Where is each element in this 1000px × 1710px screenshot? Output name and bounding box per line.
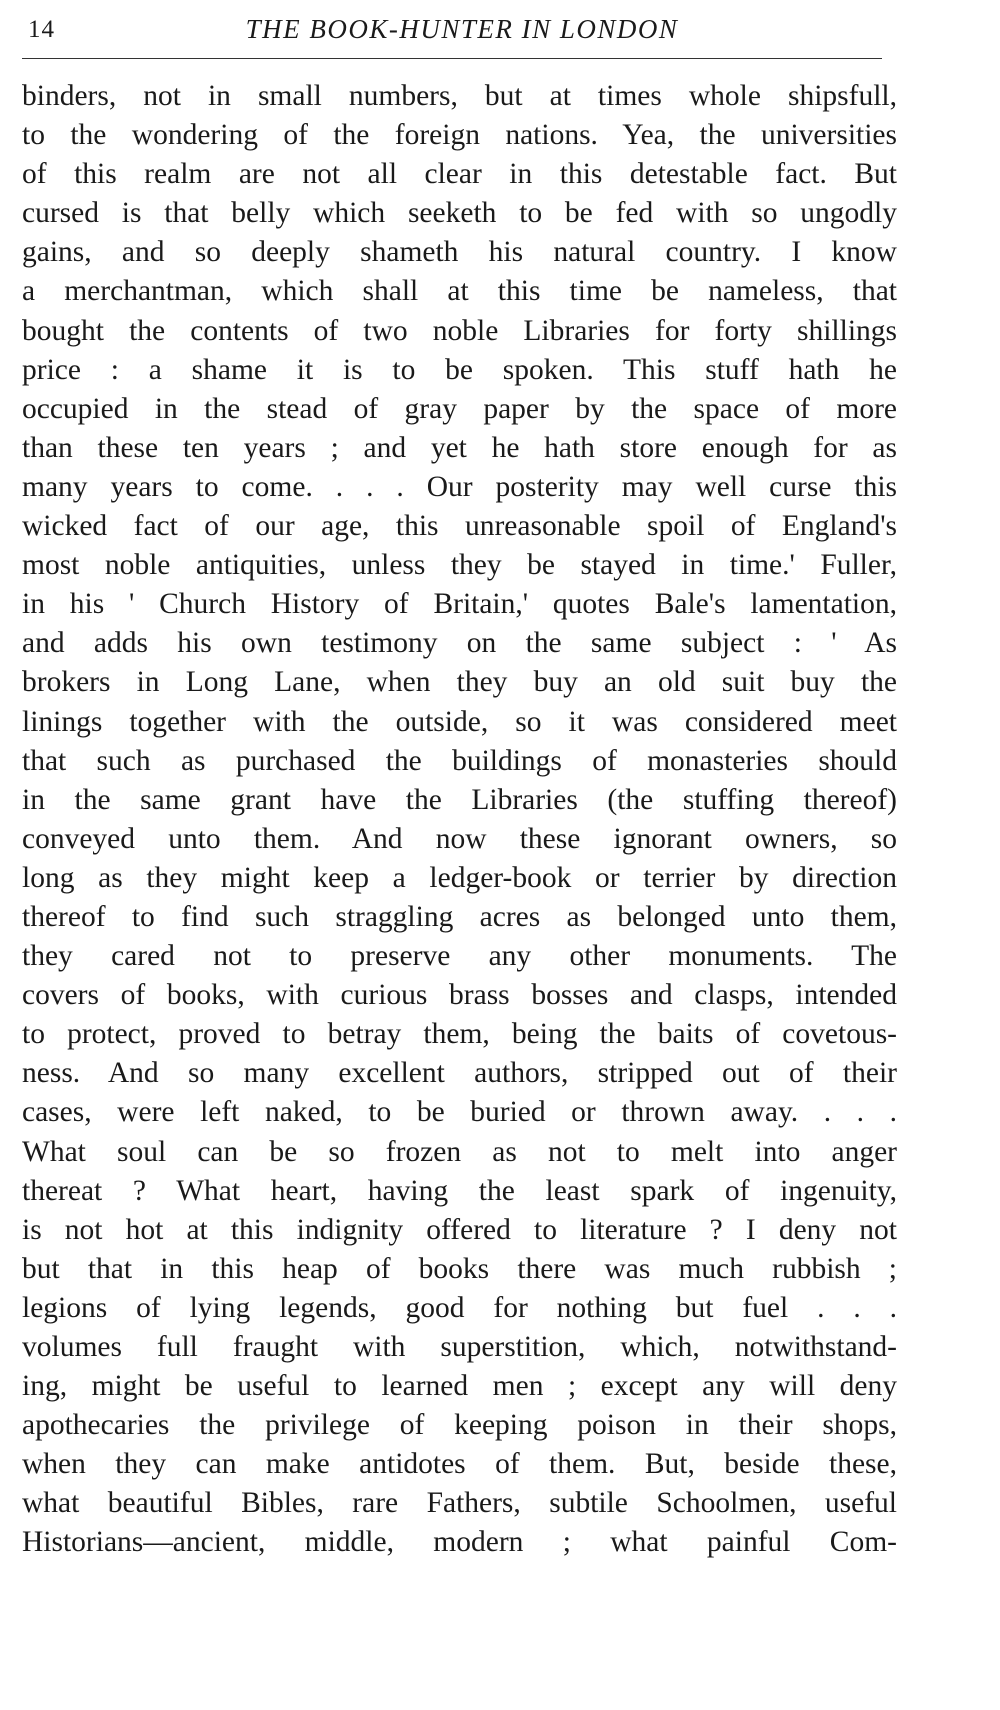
text-line: wicked fact of our age, this unreasonable spoil of England's (22, 510, 897, 543)
text-line: bought the contents of two noble Libraries for forty shillings (22, 314, 897, 347)
text-line: to protect, proved to betray them, being the baits of covetous- (22, 1018, 897, 1051)
text-line: price : a shame it is to be spoken. This stuff hath he (22, 353, 897, 386)
text-line: What soul can be so frozen as not to melt into anger (22, 1135, 897, 1168)
text-line: to the wondering of the foreign nations. Yea, the universities (22, 119, 897, 152)
running-title: THE BOOK-HUNTER IN LONDON (245, 14, 679, 44)
text-line: conveyed unto them. And now these ignorant owners, so (22, 822, 897, 855)
text-line: what beautiful Bibles, rare Fathers, subtile Schoolmen, useful (22, 1487, 897, 1520)
header-rule (22, 58, 882, 59)
text-line: legions of lying legends, good for nothing but fuel . . . (22, 1291, 897, 1324)
text-line: Historians—ancient, middle, modern ; what painful Com- (22, 1526, 897, 1559)
text-line: gains, and so deeply shameth his natural country. I know (22, 236, 897, 269)
text-line: brokers in Long Lane, when they buy an old suit buy the (22, 666, 897, 699)
text-line: is not hot at this indignity offered to literature ? I deny not (22, 1213, 897, 1246)
text-line: linings together with the outside, so it was considered meet (22, 705, 897, 738)
text-line: in the same grant have the Libraries (the stuffing thereof) (22, 783, 897, 816)
text-line: they cared not to preserve any other monuments. The (22, 940, 897, 973)
text-line: covers of books, with curious brass bosses and clasps, intended (22, 979, 897, 1012)
text-line: in his ' Church History of Britain,' quotes Bale's lamentation, (22, 588, 897, 621)
text-line: occupied in the stead of gray paper by the space of more (22, 392, 897, 425)
text-line: binders, not in small numbers, but at times whole shipsfull, (22, 80, 897, 112)
text-line: volumes full fraught with superstition, which, notwithstand- (22, 1331, 897, 1363)
text-line: long as they might keep a ledger-book or terrier by direction (22, 861, 897, 894)
text-line: cases, were left naked, to be buried or thrown away. . . . (22, 1096, 897, 1129)
text-line: most noble antiquities, unless they be stayed in time.' Fuller, (22, 549, 897, 582)
text-line: than these ten years ; and yet he hath store enough for as (22, 431, 897, 464)
text-line: thereof to find such straggling acres as belonged unto them, (22, 900, 897, 933)
text-line: and adds his own testimony on the same subject : ' As (22, 627, 897, 660)
text-line: ness. And so many excellent authors, stripped out of their (22, 1057, 897, 1090)
text-line: ing, might be useful to learned men ; except any will deny (22, 1370, 897, 1403)
text-line: a merchantman, which shall at this time be nameless, that (22, 275, 897, 308)
text-line: when they can make antidotes of them. But, beside these, (22, 1448, 897, 1481)
page-number: 14 (28, 16, 55, 43)
text-line: that such as purchased the buildings of monasteries should (22, 744, 897, 777)
text-line: of this realm are not all clear in this detestable fact. But (22, 158, 897, 191)
text-line: thereat ? What heart, having the least spark of ingenuity, (22, 1174, 897, 1207)
body-text (22, 77, 897, 1563)
text-line: but that in this heap of books there was much rubbish ; (22, 1252, 897, 1285)
text-line: many years to come. . . . Our posterity may well curse this (22, 470, 897, 503)
text-line: apothecaries the privilege of keeping poison in their shops, (22, 1409, 897, 1442)
running-head (22, 12, 902, 48)
text-line: cursed is that belly which seeketh to be fed with so ungodly (22, 197, 897, 230)
